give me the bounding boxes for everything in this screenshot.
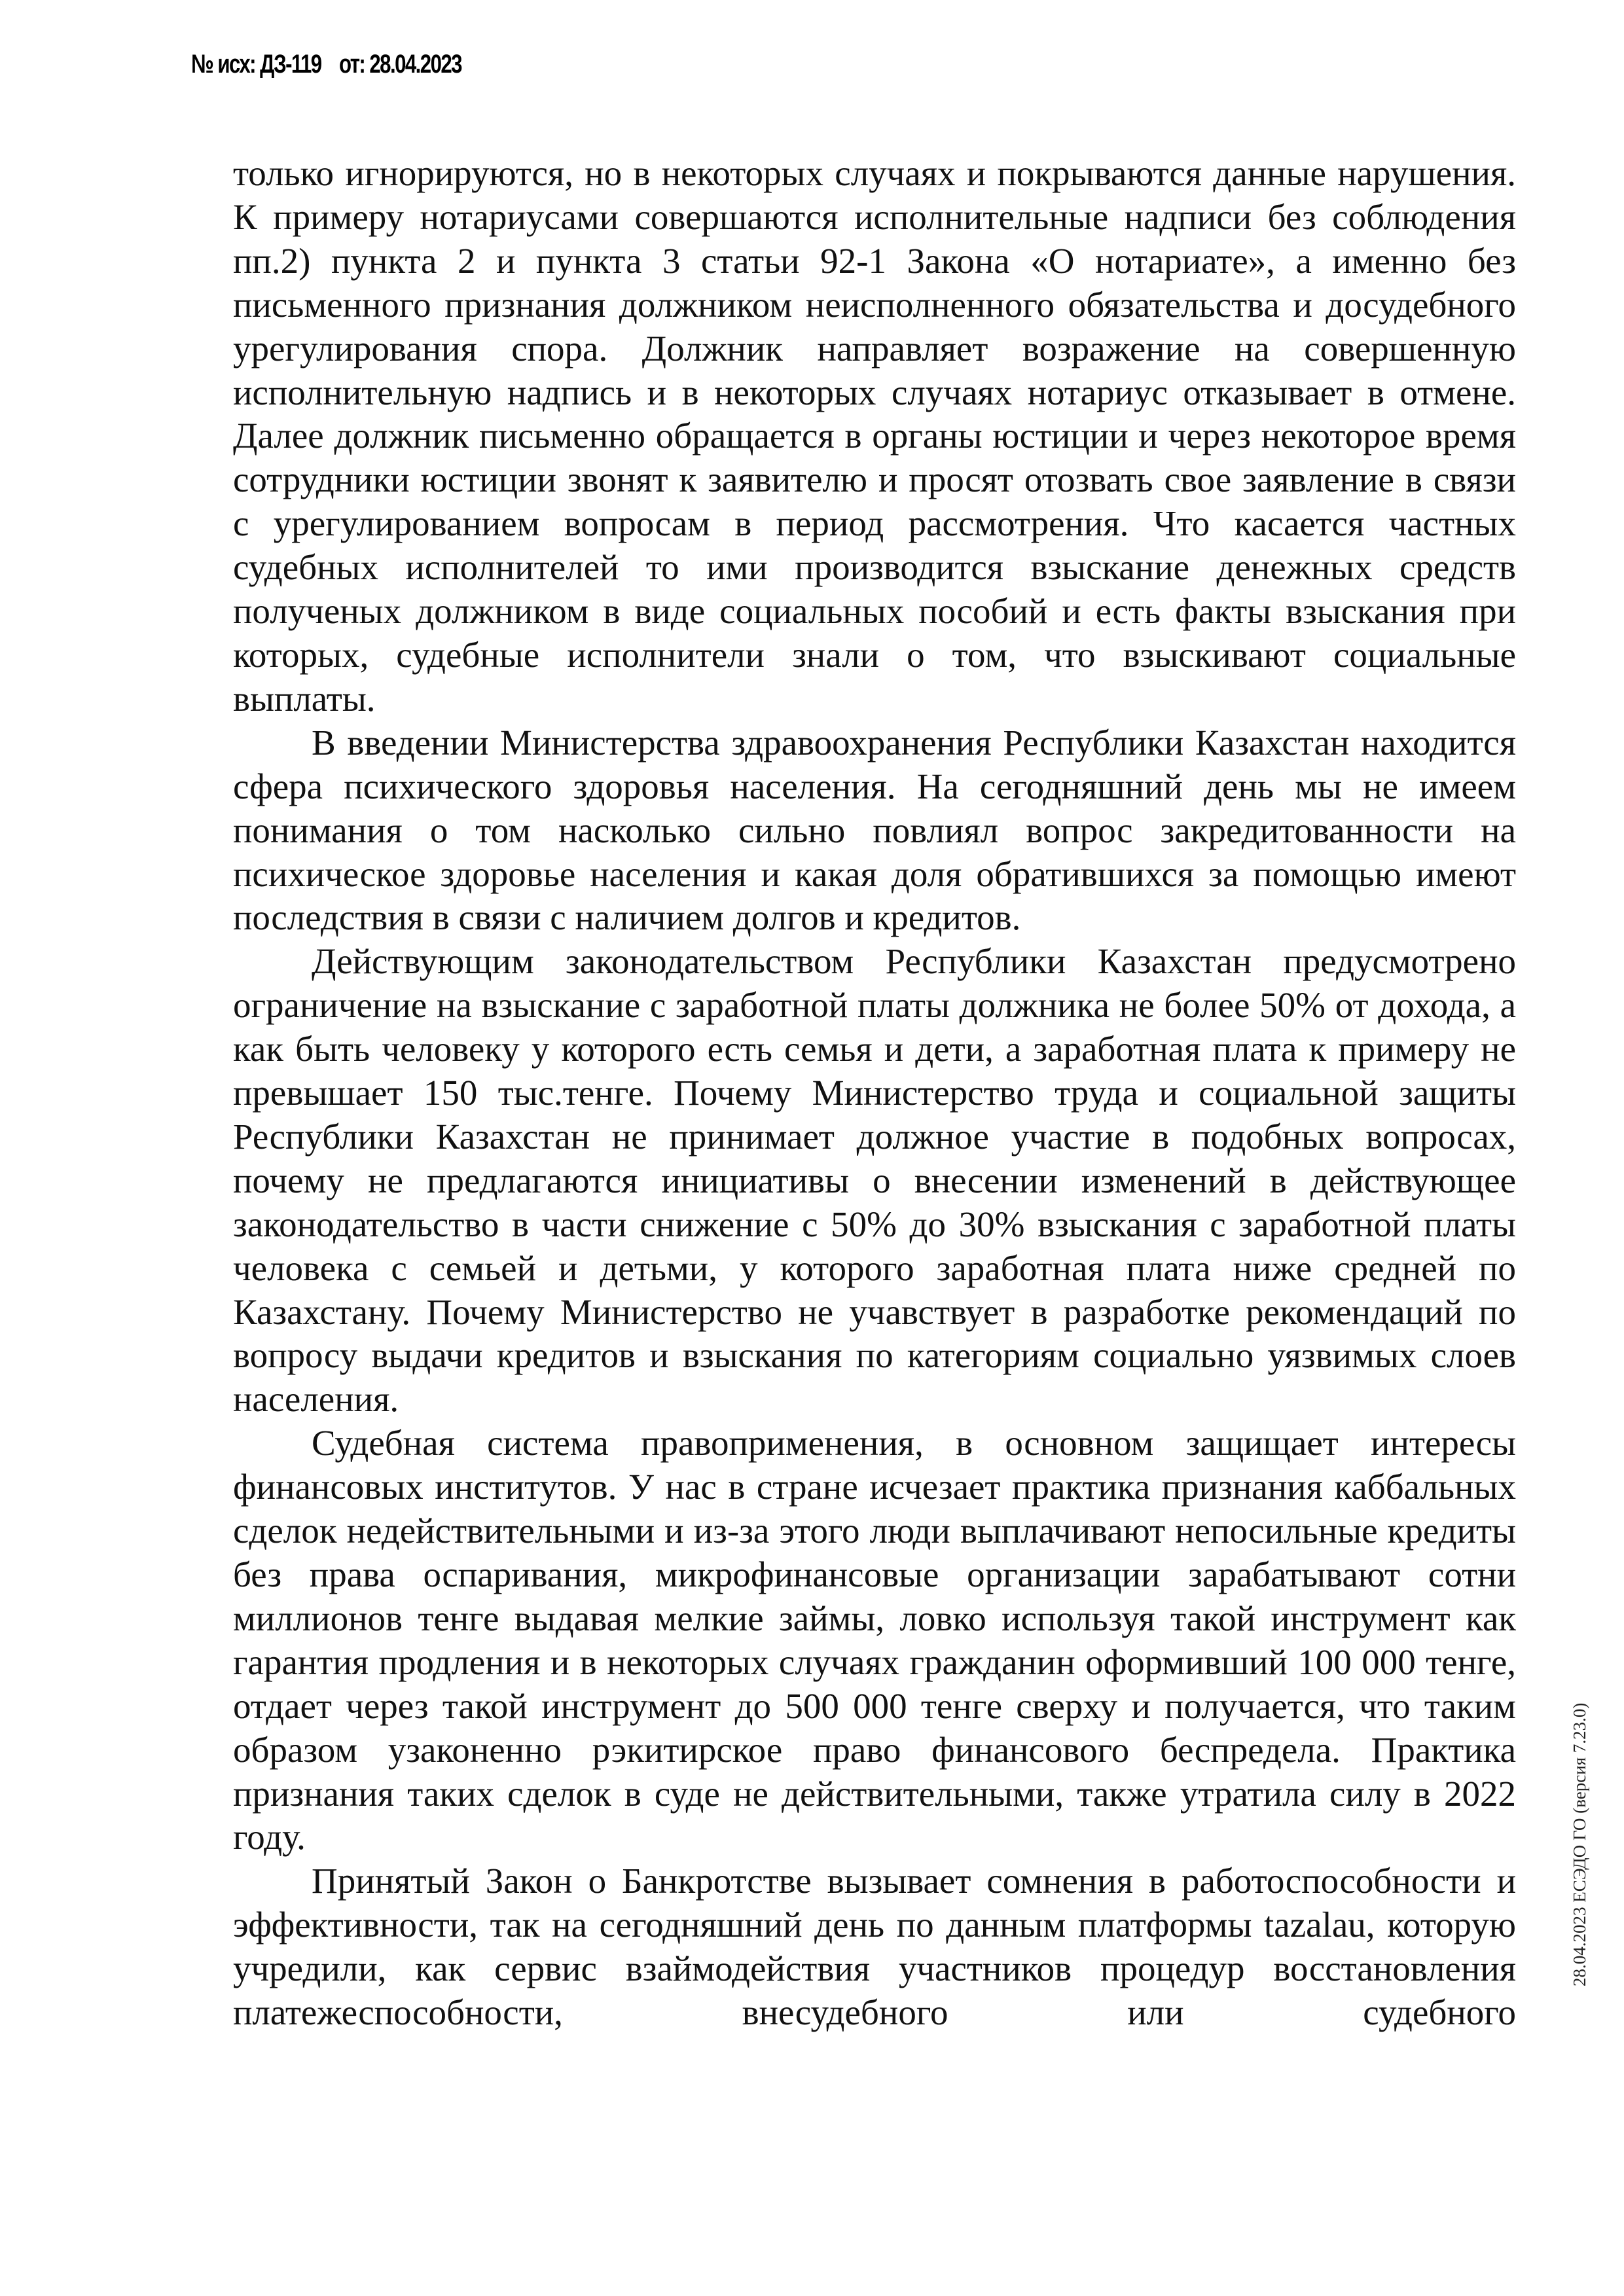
date-value: 28.04.2023: [369, 50, 461, 79]
paragraph-salary-deduction: Действующим законодательством Республики Казахстан предусмотрено ограничение на взыскание с заработной платы должника не более 50% от дохода, а как быть человеку у которого есть семья и дети, а заработная плата к примеру не превышает 150 тыс.тенге. Почему Министерство труда и социальной защиты Республики Казахстан не принимает должное участие в подобных вопросах, почему не предлагаются инициативы о внесении изменений в действующее законодательство в части снижение с 50% до 30% взыскания с заработной платы человека с семьей и детьми, у которого заработная плата ниже средней по Казахстану. Почему Министерство не учавствует в разработке рекомендаций по вопросу выдачи кредитов и взыскания по категориям социально уязвимых слоев населения.: [233, 941, 1516, 1420]
outgoing-number-value: ДЗ-119: [260, 50, 321, 79]
paragraph-judicial-system: Судебная система правоприменения, в основном защищает интересы финансовых институтов. У нас в стране исчезает практика признания каббальных сделок недействительными и из-за этого люди выплачивают непосильные кредиты без права оспаривания, микрофинансовые организации зарабатывают сотни миллионов тенге выдавая мелкие займы, ловко используя такой инструмент как гарантия продления и в некоторых случаях гражданин оформивший 100 000 тенге, отдает через такой инструмент до 500 000 тенге сверху и получается, что таким образом узаконенно рэкитирское право финансового беспредела. Практика признания таких сделок в суде не действительными, также утратила силу в 2022 году.: [233, 1423, 1516, 1857]
outgoing-number-header: [191, 50, 461, 79]
paragraph-continuation: только игнорируются, но в некоторых случаях и покрываются данные нарушения. К примеру нотариусами совершаются исполнительные надписи без соблюдения пп.2) пункта 2 и пункта 3 статьи 92-1 Закона «О нотариате», а именно без письменного признания должником неисполненного обязательства и досудебного урегулирования спора. Должник направляет возражение на совершенную исполнительную надпись и в некоторых случаях нотариус отказывает в отмене. Далее должник письменно обращается в органы юстиции и через некоторое время сотрудники юстиции звонят к заявителю и просят отозвать свое заявление в связи с урегулированием вопросам в период рассмотрения. Что касается частных судебных исполнителей то ими производится взыскание денежных средств полученых должником в виде социальных пособий и есть факты взыскания при которых, судебные исполнители знали о том, что взыскивают социальные выплаты.: [233, 153, 1516, 719]
paragraph-bankruptcy-law: Принятый Закон о Банкротстве вызывает сомнения в работоспособности и эффективности, так на сегодняшний день по данным платформы tazalau, которую учредили, как сервис взаймодействия участников процедур восстановления платежеспособности, внесудебного или судебного: [233, 1861, 1516, 2033]
date-label: от:: [338, 50, 365, 79]
paragraph-health-ministry: В введении Министерства здравоохранения Республики Казахстан находится сфера психического здоровья населения. На сегодняшний день мы не имеем понимания о том насколько сильно повлиял вопрос закредитованности на психическое здоровье населения и какая доля обратившихся за помощью имеют последствия в связи с наличием долгов и кредитов.: [233, 722, 1516, 938]
outgoing-number-label: № исх:: [191, 50, 255, 79]
edms-side-stamp: 28.04.2023 ЕСЭДО ГО (версия 7.23.0): [1570, 1702, 1589, 1986]
document-body: [233, 152, 1516, 2035]
